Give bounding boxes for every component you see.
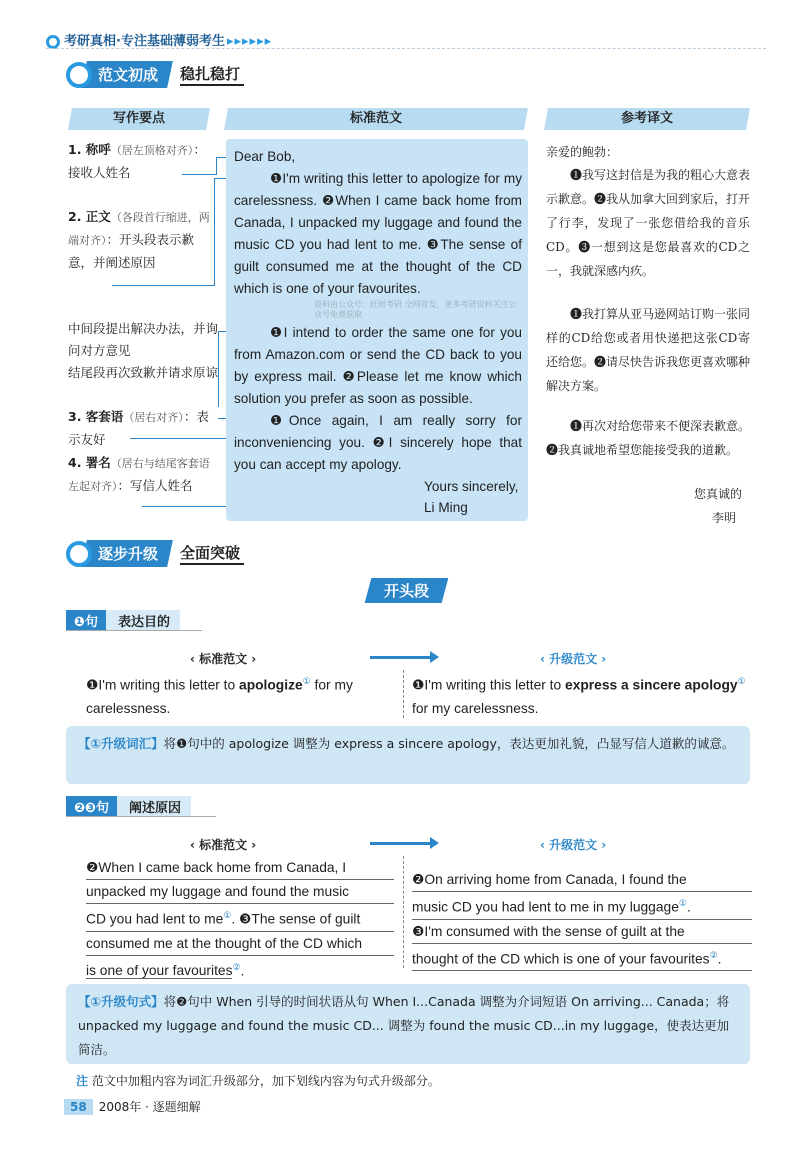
item1-label: 表达目的	[106, 610, 180, 631]
item1-std-text: ❶I'm writing this letter to apologize① for my carelessness.	[86, 676, 353, 716]
footer-text: 2008年 · 逐题细解	[98, 1100, 201, 1114]
header-title: 考研真相	[64, 34, 117, 49]
item2-num: ❷❸句	[66, 796, 117, 817]
magnifier-icon	[66, 62, 92, 88]
item1-up-text: ❶I'm writing this letter to express a sincere apology① for my carelessness.	[412, 676, 746, 716]
item1-std-title: ‹ 标准范文 ›	[190, 652, 257, 666]
item2-divider	[403, 856, 404, 968]
letter-closing: Yours sincerely,	[424, 479, 519, 494]
connector	[112, 285, 214, 286]
connector	[130, 438, 226, 439]
arrow-right-icon	[370, 656, 432, 659]
point-1: 1. 称呼（居左顶格对齐）：接收人姓名	[68, 142, 206, 180]
opening-banner-text: 开头段	[384, 582, 430, 600]
point-2: 2. 正文（各段首行缩进，两端对齐）：开头段表示歉意，并阐述原因	[68, 209, 210, 270]
item1-num: ❶句	[66, 610, 106, 631]
letter-para-2: ❶I intend to order the same one for you from Amazon.com or send the CD back to you by express mail. ❷Please let me know which solution you prefer as soon as possible.	[234, 325, 522, 406]
header-sep: ·	[116, 34, 121, 49]
opening-banner	[368, 578, 445, 603]
arrow-head-icon	[430, 651, 439, 663]
header-subtitle: 专注基础薄弱考生	[120, 34, 225, 49]
item2-up-text: ❷On arriving home from Canada, I found the music CD you had lent to me in my luggage①. ❸I'm consumed with the sense of guilt at the thought of the CD which is one of your favourites②.	[412, 868, 752, 971]
translation-para-3: ❶再次对给您带来不便深表歉意。❷我真诚地希望您能接受我的道歉。	[546, 419, 751, 457]
footer	[64, 1098, 201, 1115]
page-number: 58	[64, 1099, 93, 1115]
section1-title	[66, 61, 244, 88]
col-head-model: 标准范文	[224, 108, 528, 130]
translation-signature: 李明	[712, 511, 737, 525]
translation-salutation: 亲爱的鲍勃：	[546, 145, 619, 159]
item2-label: 阐述原因	[117, 796, 191, 817]
translation-closing: 您真诚的	[694, 487, 743, 501]
item1-up-title: ‹ 升级范文 ›	[540, 652, 607, 666]
item1-divider	[403, 670, 404, 718]
section1-subtitle: 稳扎稳打	[180, 63, 244, 86]
connector	[182, 174, 216, 175]
col-head-translation: 参考译文	[544, 108, 750, 130]
section1-title-text: 范文初成	[98, 66, 159, 84]
arrow-right-icon	[370, 842, 432, 845]
header-arrows-icon: ▸▸▸▸▸▸	[226, 34, 273, 49]
point-middle: 中间段提出解决办法，并询问对方意见	[68, 321, 219, 358]
letter-salutation: Dear Bob,	[234, 149, 296, 164]
point-end: 结尾段再次致歉并请求原谅	[68, 365, 219, 380]
point-3: 3. 客套语（居右对齐）：表示友好	[68, 409, 209, 447]
top-header	[46, 30, 272, 49]
item1-note: 【①升级词汇】将❶句中的 apologize 调整为 express a sincere apology，表达更加礼貌，凸显写信人道歉的诚意。	[66, 726, 750, 784]
letter-para-1: ❶I'm writing this letter to apologize for my carelessness. ❷When I came back home from Canada, I unpacked my luggage and found the music CD you had lent to me. ❸The sense of guilt consumed me at the thought of the CD which is one of your favourites.	[234, 171, 522, 296]
item2-std-title: ‹ 标准范文 ›	[190, 838, 257, 852]
logo-q-icon	[46, 35, 60, 49]
header-rule	[46, 48, 766, 49]
footnote: 注 范文中加粗内容为词汇升级部分，加下划线内容为句式升级部分。	[76, 1074, 440, 1088]
letter-signature: Li Ming	[424, 500, 468, 515]
item1-rule	[66, 630, 202, 631]
item2-std-text: ❷When I came back home from Canada, I unpacked my luggage and found the music CD you had lent to me①. ❸The sense of guilt consumed me at the thought of the CD which is one of your favourites②.	[86, 856, 394, 982]
arrow-head-icon	[430, 837, 439, 849]
section2-title-text: 逐步升级	[98, 545, 159, 563]
connector	[214, 178, 215, 286]
connector	[216, 157, 217, 175]
col-head-points: 写作要点	[68, 108, 210, 130]
item2-up-title: ‹ 升级范文 ›	[540, 838, 607, 852]
section2-subtitle: 全面突破	[180, 542, 244, 565]
point-4: 4. 署名（居右与结尾客套语左起对齐）：写信人姓名	[68, 455, 210, 493]
translation-para-1: ❶我写这封信是为我的粗心大意表示歉意。❷我从加拿大回到家后，打开了行李，发现了一张您借给我的音乐CD。❸一想到这是您最喜欢的CD之一，我就深感内疚。	[546, 168, 751, 278]
translation-para-2: ❶我打算从亚马逊网站订购一张同样的CD给您或者用快递把这张CD寄还给您。❷请尽快告诉我您更喜欢哪种解决方案。	[546, 307, 751, 393]
section2-title	[66, 540, 244, 567]
item2-tag	[66, 796, 191, 817]
item2-rule	[66, 816, 216, 817]
letter-para-3: ❶Once again, I am really sorry for inconveniencing you. ❷I sincerely hope that you can accept my apology.	[234, 413, 522, 472]
connector	[218, 331, 219, 407]
item2-note: 【①升级句式】将❷句中 When 引导的时间状语从句 When I...Canada 调整为介词短语 On arriving... Canada；将 unpacked my luggage and found the music CD... 调整为 found the music CD...in my luggage，使表达更加简洁。	[66, 984, 750, 1064]
item1-tag	[66, 610, 180, 631]
letter-watermark: 资料由公众号：旺财考研 全网首发，更多考研资料关注公众号免费获取	[314, 300, 517, 319]
magnifier-icon	[66, 541, 92, 567]
